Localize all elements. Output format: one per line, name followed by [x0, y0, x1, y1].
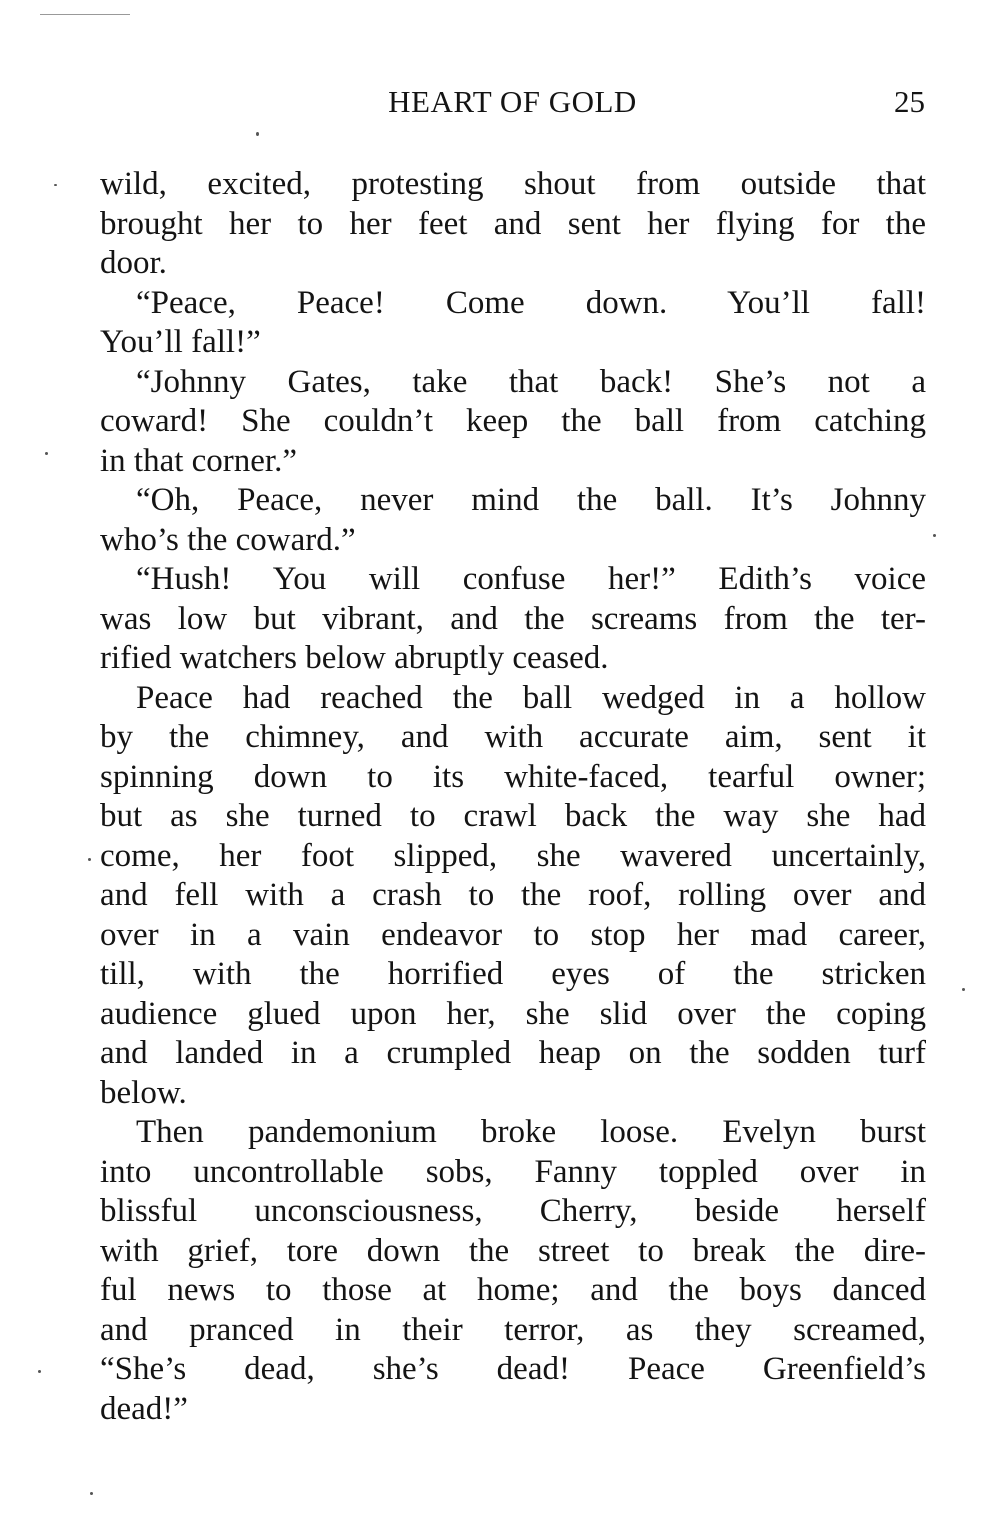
scan-speck: [962, 988, 965, 991]
text-line: but as she turned to crawl back the way she had: [100, 798, 926, 834]
text-line: ful news to those at home; and the boys danced: [100, 1272, 926, 1308]
scan-speck: [45, 452, 48, 455]
text-line: “Johnny Gates, take that back! She’s not a: [136, 363, 926, 400]
text-line: door.: [100, 245, 167, 281]
text-line: rified watchers below abruptly ceased.: [100, 640, 609, 676]
text-line: Then pandemonium broke loose. Evelyn burst: [136, 1114, 926, 1150]
text-line: below.: [100, 1074, 187, 1111]
text-line: was low but vibrant, and the screams from the ter-: [100, 600, 926, 637]
text-line: “Oh, Peace, never mind the ball. It’s Johnny: [136, 482, 926, 518]
text-line: blissful unconsciousness, Cherry, beside herself: [100, 1193, 926, 1229]
text-line: brought her to her feet and sent her flying for the: [100, 205, 926, 242]
text-line: and pranced in their terror, as they screamed,: [100, 1311, 926, 1348]
scan-speck: [38, 1370, 41, 1373]
scan-speck: [256, 132, 259, 136]
page-number: 25: [894, 84, 925, 119]
scan-speck: [54, 184, 57, 186]
text-line: in that corner.”: [100, 442, 298, 479]
text-line: spinning down to its white-faced, tearful owner;: [100, 758, 926, 795]
text-line: by the chimney, and with accurate aim, sent it: [100, 719, 926, 755]
text-line: come, her foot slipped, she wavered uncertainly,: [100, 837, 926, 874]
running-title: HEART OF GOLD: [388, 84, 637, 119]
text-line: coward! She couldn’t keep the ball from catching: [100, 403, 926, 439]
text-line: audience glued upon her, she slid over the coping: [100, 995, 926, 1032]
text-line: over in a vain endeavor to stop her mad career,: [100, 916, 926, 953]
text-line: into uncontrollable sobs, Fanny toppled over in: [100, 1153, 926, 1190]
text-line: “She’s dead, she’s dead! Peace Greenfield’s: [100, 1351, 926, 1387]
scan-speck: [88, 858, 91, 861]
text-line: dead!”: [100, 1390, 188, 1427]
text-line: till, with the horrified eyes of the stricken: [100, 956, 926, 992]
text-line: You’ll fall!”: [100, 324, 261, 360]
text-line: “Hush! You will confuse her!” Edith’s voice: [136, 561, 926, 597]
text-line: who’s the coward.”: [100, 521, 356, 558]
body-text: [100, 165, 926, 1429]
scan-speck: [90, 1492, 93, 1495]
text-line: and fell with a crash to the roof, rolling over and: [100, 877, 926, 913]
scan-speck: [40, 14, 130, 15]
text-line: Peace had reached the ball wedged in a hollow: [136, 679, 926, 716]
text-line: with grief, tore down the street to break the dire-: [100, 1232, 926, 1269]
scan-speck: [933, 534, 936, 537]
text-line: and landed in a crumpled heap on the sodden turf: [100, 1035, 926, 1071]
text-line: wild, excited, protesting shout from outside that: [100, 166, 926, 202]
running-header: [100, 84, 925, 128]
text-line: “Peace, Peace! Come down. You’ll fall!: [136, 284, 926, 321]
